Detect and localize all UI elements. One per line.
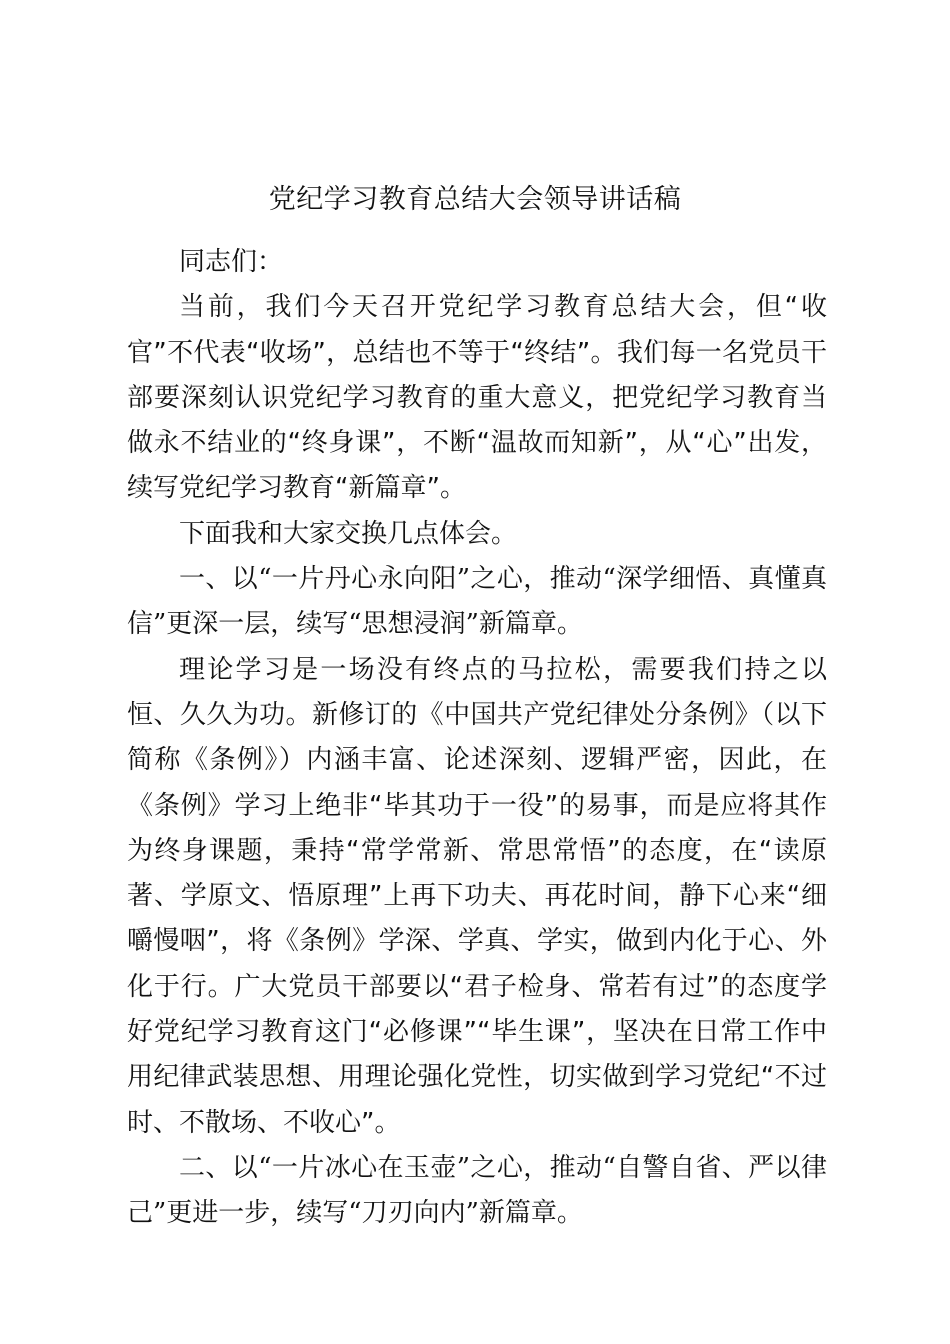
- section-heading-2: 二、以“一片冰心在玉壶”之心，推动“自警自省、严以律己”更进一步，续写“刀刃向内”新篇章。: [127, 1152, 827, 1229]
- document-body: [127, 240, 827, 1237]
- document-title: 党纪学习教育总结大会领导讲话稿: [268, 184, 682, 215]
- section-heading-1: 一、以“一片丹心永向阳”之心，推动“深学细悟、真懂真信”更深一层，续写“思想浸润”新篇章。: [127, 564, 827, 640]
- section-1-paragraph: 理论学习是一场没有终点的马拉松，需要我们持之以恒、久久为功。新修订的《中国共产党纪律处分条例》（以下简称《条例》）内涵丰富、论述深刻、逻辑严密，因此，在《条例》学习上绝非“毕其功于一役”的易事，而是应将其作为终身课题，秉持“常学常新、常思常悟”的态度，在“读原著、学原文、悟原理”上再下功夫、再花时间，静下心来“细嚼慢咽”，将《条例》学深、学真、学实，做到内化于心、外化于行。广大党员干部要以“君子检身、常若有过”的态度学好党纪学习教育这门“必修课”“毕生课”，坚决在日常工作中用纪律武装思想、用理论强化党性，切实做到学习党纪“不过时、不散场、不收心”。: [127, 654, 827, 1138]
- transition-paragraph: 下面我和大家交换几点体会。: [179, 518, 518, 549]
- intro-paragraph: 当前，我们今天召开党纪学习教育总结大会，但“收官”不代表“收场”，总结也不等于“终结”。我们每一名党员干部要深刻认识党纪学习教育的重大意义，把党纪学习教育当做永不结业的“终身课”，不断“温故而知新”，从“心”出发，续写党纪学习教育“新篇章”。: [127, 292, 827, 504]
- salutation: 同志们：: [179, 247, 284, 277]
